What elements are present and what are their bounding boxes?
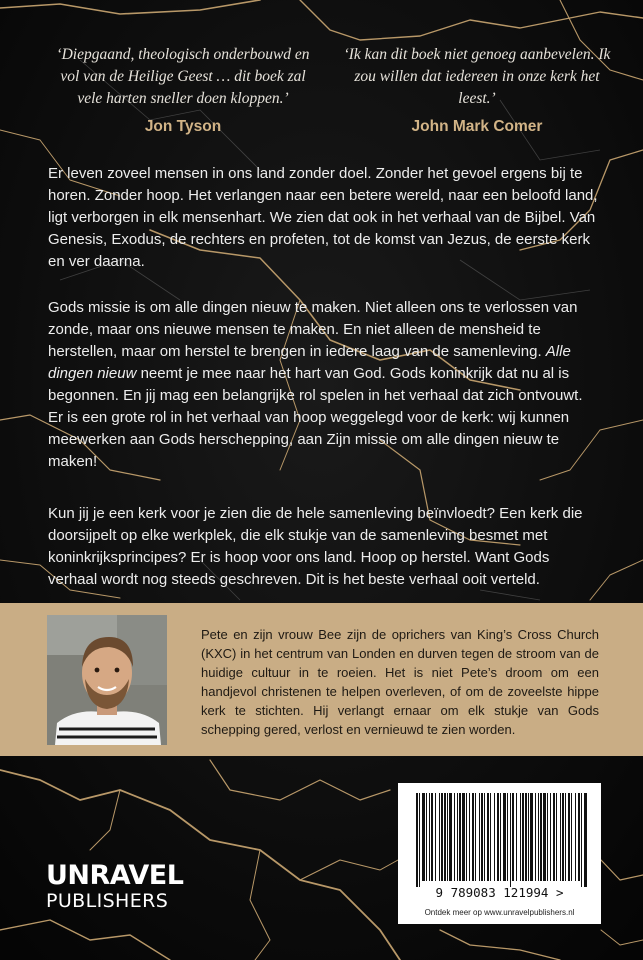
- blurb-text: Gods missie is om alle dingen nieuw te maken. Niet alleen ons te verlossen van zonde, maar ons nieuwe mensen te maken. En niet alleen de mensheid te herstellen, maar om herstel te brengen in iedere laag van de samenleving.: [48, 299, 578, 360]
- endorsement-quote-1: [48, 44, 318, 138]
- publisher-logo-line1: UNRAVEL: [46, 860, 184, 891]
- publisher-url: Ontdek meer op www.unravelpublishers.nl: [424, 908, 575, 917]
- publisher-logo-line2: PUBLISHERS: [46, 890, 169, 912]
- endorsement-quote-2: [342, 44, 612, 138]
- blurb-text: neemt je mee naar het hart van God. Gods koninkrijk dat nu al is begonnen. En jij mag een belangrijke rol spelen in het verhaal dat zich ontvouwt. Er is een grote rol in het verhaal van hoop weggelegd voor de kerk: wij kunnen meewerken aan Gods herschepping, aan Zijn missie om alle dingen nieuw te maken!: [48, 365, 583, 470]
- quote-author: Jon Tyson: [144, 118, 222, 135]
- blurb-paragraph-3: Kun jij je een kerk voor je zien die de hele samenleving beïnvloedt? Een kerk die doorsijpelt op elke werkplek, die elk stukje van de samenleving besmet met koninkrijksprincipes? Er is hoop voor ons land. Hoop op herstel. Want Gods verhaal wordt nog steeds geschreven. Dit is het beste verhaal ooit verteld.: [48, 505, 583, 588]
- author-photo: [47, 615, 167, 745]
- quote-text: ‘Diepgaand, theologisch onderbouwd en vol van de Heilige Geest … dit boek zal vele harten sneller doen kloppen.’: [56, 46, 310, 107]
- quote-text: ‘Ik kan dit boek niet genoeg aanbevelen. Ik zou willen dat iedereen in onze kerk het leest.’: [343, 46, 611, 107]
- book-title-mention: Alle dingen nieuw: [48, 343, 571, 382]
- blurb-paragraph-2: [48, 297, 598, 473]
- quote-author: John Mark Comer: [411, 118, 543, 135]
- author-bio: Pete en zijn vrouw Bee zijn de oprichers van King’s Cross Church (KXC) in het centrum van Londen en durven tegen de stroom van de huidige cultuur in te roeien. Het is niet Pete’s droom om een handjevol christenen te helpen overleven, of om de zoveelste hippe kerk te stichten. Hij verlangt ernaar om elk stukje van Gods schepping gered, verlost en vernieuwd te zien worden.: [201, 627, 599, 737]
- isbn-digits: 9 789083 121994 >: [435, 885, 564, 900]
- blurb-paragraph-1: Er leven zoveel mensen in ons land zonder doel. Zonder het gevoel ergens bij te horen. Zonder hoop. Het verlangen naar een betere wereld, naar een beloofd land, ligt verborgen in elk mensenhart. We zien dat ook in het verhaal van de Bijbel. Van Genesis, Exodus, de rechters en profeten, tot de komst van Jezus, de eerste kerk en ver daarna.: [48, 165, 598, 270]
- publisher-logo: [46, 862, 183, 912]
- isbn-barcode-panel: [398, 783, 601, 924]
